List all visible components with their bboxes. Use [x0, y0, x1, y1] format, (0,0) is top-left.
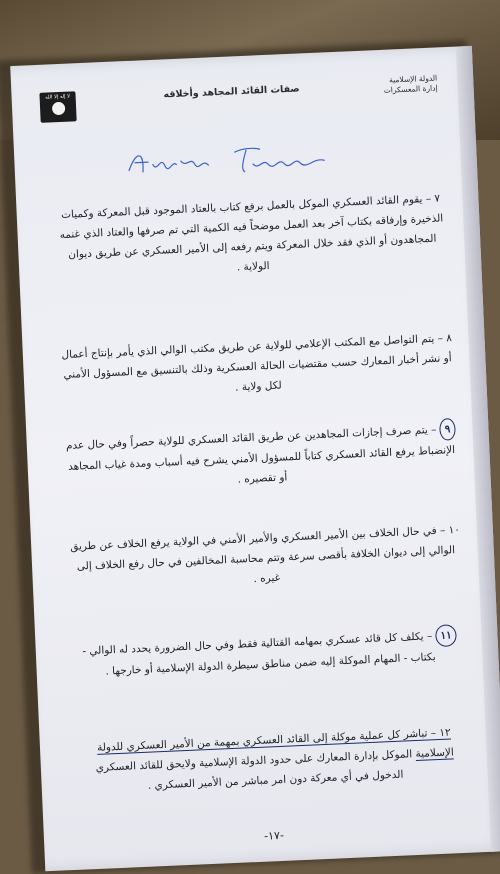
paragraph-8: ٨ – يتم التواصل مع المكتب الإعلامي للولاية عن طريق مكتب الوالي الذي يأمر بإنتاج أعمال أو نشر أخبار المعارك حسب مقتضيات الحالة العسكرية وذلك بالتنسيق مع المسؤول الأمني لكل ولاية .	[61, 331, 453, 394]
seal-icon	[52, 102, 66, 116]
document-page	[10, 46, 500, 871]
paragraph-10: ١٠ – في حال الخلاف بين الأمير العسكري والأمير الأمني في الولاية يرفع الخلاف عن طريق الوالي إلى ديوان الخلافة بأقصى سرعة وتتم محاسبة المخالفين في حال رفع الخلاف إلى غيره .	[69, 523, 461, 585]
paragraph-12-text: الموكل بإدارة المعارك على حدود الدولة الإسلامية ولايحق للقائد العسكري الدخول في أي معركة دون امر مباشر من الأمير العسكري .	[95, 747, 413, 792]
paragraph-12	[78, 721, 472, 798]
department-name: إدارة المعسكرات	[383, 83, 438, 95]
organization-name: الدولة الإسلامية	[388, 73, 438, 85]
paragraph-9-text: – يتم صرف إجازات المجاهدين عن طريق القائد العسكري للولاية حصراً وفي حال عدم الإنضباط يرفع القائد العسكري كتاباً للمسؤول الأمني يشرح فيه أسباب ومدة غياب المجاهد أو تقصيره .	[65, 423, 456, 486]
logo-text: لا إله إلا الله	[45, 93, 71, 101]
paragraph-9	[64, 417, 458, 496]
paragraph-11	[73, 623, 466, 682]
document-title: صفات القائد المجاهد وأخلاقه	[163, 83, 300, 101]
circled-number-9: ٩	[439, 418, 456, 441]
black-banner-logo	[39, 91, 76, 123]
circled-number-11: ١١	[435, 624, 457, 647]
organization-header	[357, 73, 438, 96]
paragraph-12-underlined: ١٢ – تباشر كل عملية موكلة إلى القائد العسكري بمهمة من الأمير العسكري للدولة الإسلامية	[96, 726, 455, 760]
paragraph-7: ٧ – يقوم القائد العسكري الموكل بالعمل برفع كتاب بالعتاد الموجود قبل المعركة وكميات الذخيرة وإرفاقه بكتاب آخر بعد العمل موضحاً فيه الكمية التي تم صرفها والعتاد الذي غنمه المجاهدون أو الذي فقد خلال المعركة ويتم رفعه إلى الأمير العسكري عن طريق ديوان الولاية .	[59, 191, 444, 273]
page-number: -١٧-	[263, 828, 285, 843]
paragraph-11-text: – يكلف كل قائد عسكري بمهامه القتالية فقط وفي حال الضرورة يحدد له الوالي - بكتاب - المهام الموكلة إليه ضمن مناطق سيطرة الدولة الإسلامية أو خارجها .	[82, 629, 436, 677]
handwritten-signature	[124, 138, 335, 183]
